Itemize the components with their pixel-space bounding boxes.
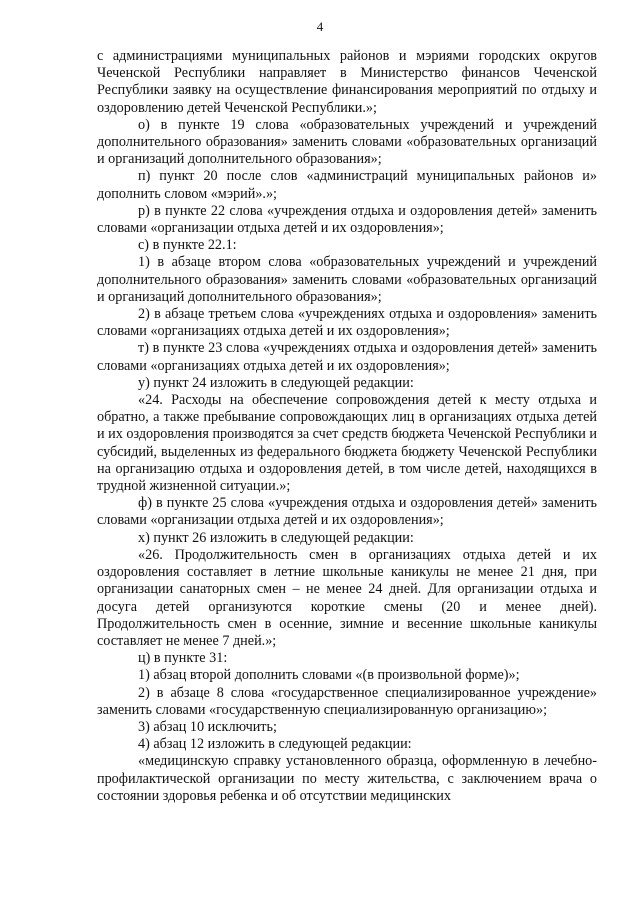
- paragraph: с администрациями муниципальных районов и мэриями городских округов Чеченской Республики направляет в Министерство финансов Чеченской Республики заявку на осуществление финансирования мероприятий по отдыху и оздоровлению детей Чеченской Республики.»;: [97, 48, 597, 116]
- paragraph: 1) в абзаце втором слова «образовательных учреждений и учреждений дополнительного образования» заменить словами «образовательных организаций и организаций дополнительного образования»;: [97, 254, 597, 305]
- paragraph: 2) в абзаце 8 слова «государственное специализированное учреждение» заменить словами «государственную специализированную организацию»;: [97, 684, 597, 718]
- paragraph: 1) абзац второй дополнить словами «(в произвольной форме)»;: [138, 667, 520, 684]
- paragraph: «медицинскую справку установленного образца, оформленную в лечебно-профилактической организации по месту жительства, с заключением врача о состоянии здоровья ребенка и об отсутствии медицинских: [97, 753, 597, 804]
- paragraph: «26. Продолжительность смен в организациях отдыха детей и их оздоровления составляет в летние школьные каникулы не менее 21 дня, при организации санаторных смен – не менее 24 дней. Для организации отдыха и досуга детей организуются короткие смены (20 и менее дней). Продолжительность смен в осенние, зимние и весенние школьные каникулы составляет не менее 7 дней.»;: [97, 546, 597, 649]
- document-body: [97, 48, 597, 805]
- paragraph: р) в пункте 22 слова «учреждения отдыха и оздоровления детей» заменить словами «организации отдыха детей и их оздоровления»;: [97, 202, 597, 237]
- paragraph: 2) в абзаце третьем слова «учреждениях отдыха и оздоровления» заменить словами «организациях отдыха детей и их оздоровления»;: [97, 306, 597, 340]
- paragraph: о) в пункте 19 слова «образовательных учреждений и учреждений дополнительного образования» заменить словами «образовательных организаций и организаций дополнительного образования»;: [97, 116, 597, 168]
- page-number: 4: [316, 19, 324, 34]
- paragraph: 3) абзац 10 исключить;: [138, 718, 277, 735]
- paragraph: т) в пункте 23 слова «учреждениях отдыха и оздоровления детей» заменить словами «организациях отдыха детей и их оздоровления»;: [97, 340, 597, 374]
- paragraph: п) пункт 20 после слов «администраций муниципальных районов и» дополнить словом «мэрий».»;: [97, 168, 597, 202]
- paragraph: ф) в пункте 25 слова «учреждения отдыха и оздоровления детей» заменить словами «организации отдыха детей и их оздоровления»;: [97, 495, 597, 529]
- paragraph: с) в пункте 22.1:: [138, 237, 237, 254]
- paragraph: х) пункт 26 изложить в следующей редакции:: [138, 529, 414, 546]
- paragraph: 4) абзац 12 изложить в следующей редакции:: [138, 736, 412, 753]
- paragraph: у) пункт 24 изложить в следующей редакции:: [138, 374, 414, 391]
- paragraph: «24. Расходы на обеспечение сопровождения детей к месту отдыха и обратно, а также пребывание сопровождающих лиц в организациях отдыха детей и их оздоровления производятся за счет средств бюджета Чеченской Республики и субсидий, выделенных из федерального бюджета бюджету Чеченской Республики на организацию отдыха и оздоровления детей, в том числе детей, находящихся в трудной жизненной ситуации.»;: [97, 392, 597, 495]
- paragraph: ц) в пункте 31:: [138, 650, 228, 667]
